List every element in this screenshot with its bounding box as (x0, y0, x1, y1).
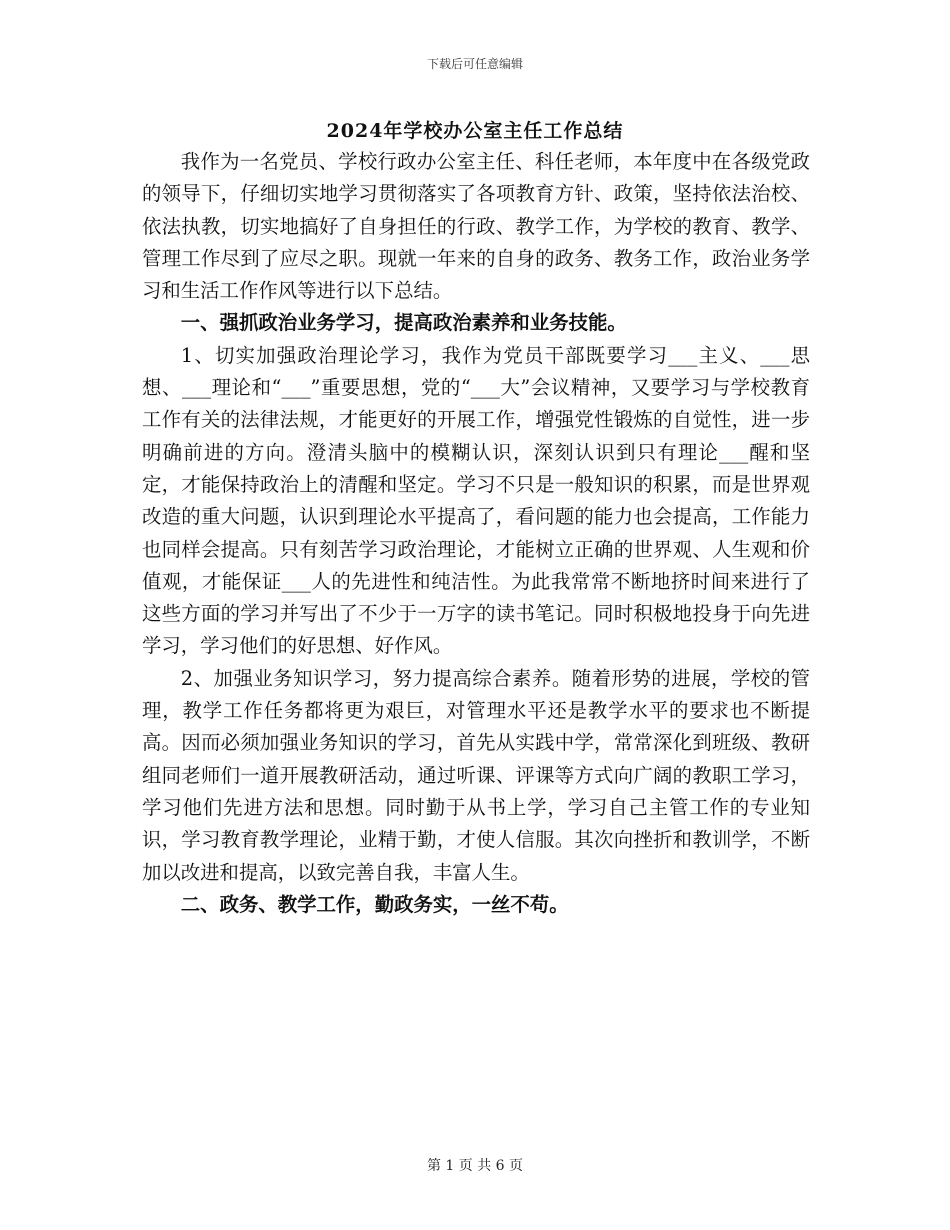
paragraph-professional-study: 2、加强业务知识学习，努力提高综合素养。随着形势的进展，学校的管理，教学工作任务都将更为艰巨，对管理水平还是教学水平的要求也不断提高。因而必须加强业务知识的学习，首先从实践中学，常常深化到班级、教研组同老师们一道开展教研活动，通过听课、评课等方式向广阔的教职工学习，学习他们先进方法和思想。同时勤于从书上学，学习自己主管工作的专业知识，学习教育教学理论，业精于勤，才使人信服。其次向挫折和教训学，不断加以改进和提高，以致完善自我，丰富人生。 (142, 666, 810, 884)
document-title: 2024年学校办公室主任工作总结 (326, 120, 624, 142)
page-footer: 第 1 页 共 6 页 (426, 1158, 524, 1174)
section-heading-1: 一、强抓政治业务学习，提高政治素养和业务技能。 (180, 311, 627, 335)
intro-paragraph: 我作为一名党员、学校行政办公室主任、科任老师，本年度中在各级党政的领导下，仔细切实地学习贯彻落实了各项教育方针、政策，坚持依法治校、依法执教，切实地搞好了自身担任的行政、教学工作，为学校的教育、教学、管理工作尽到了应尽之职。现就一年来的自身的政务、教务工作，政治业务学习和生活工作作风等进行以下总结。 (142, 150, 810, 303)
section-heading-2: 二、政务、教学工作，勤政务实，一丝不苟。 (180, 892, 569, 916)
document-body (142, 146, 810, 921)
page-header-note: 下载后可任意编辑 (426, 57, 523, 71)
paragraph-political-study: 1、切实加强政治理论学习，我作为党员干部既要学习___主义、___思想、___理论和“___”重要思想，党的“___大”会议精神，又要学习与学校教育工作有关的法律法规，才能更好的开展工作，增强党性锻炼的自觉性，进一步明确前进的方向。澄清头脑中的模糊认识，深刻认识到只有理论___醒和坚定，才能保持政治上的清醒和坚定。学习不只是一般知识的积累，而是世界观改造的重大问题，认识到理论水平提高了，看问题的能力也会提高，工作能力也同样会提高。只有刻苦学习政治理论，才能树立正确的世界观、人生观和价值观，才能保证___人的先进性和纯洁性。为此我常常不断地挤时间来进行了这些方面的学习并写出了不少于一万字的读书笔记。同时积极地投身于向先进学习，学习他们的好思想、好作风。 (142, 343, 810, 658)
